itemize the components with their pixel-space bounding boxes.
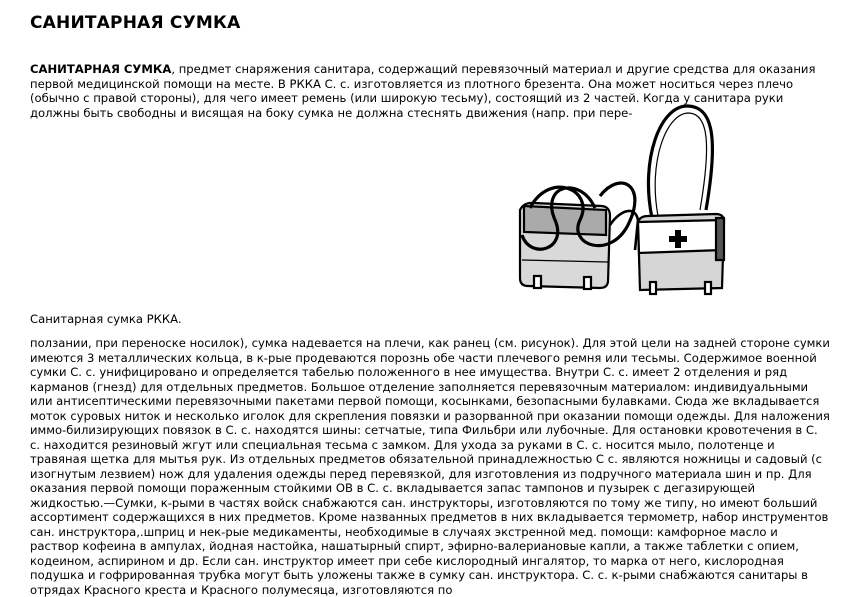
- article-title: САНИТАРНАЯ СУМКА: [30, 13, 241, 33]
- intro-text: , предмет снаряжения санитара, содержащий перевязочный материал и другие средства для оказания первой медицинской помощи на месте. В РККА С. с. изготовляется из плотного брезента. Она может носиться через плечо (обычно с правой стороны), для чего имеет ремень (или широкую тесьму), состоящий из 2 частей. Когда у санитара руки должны быть свободны и висящая на боку сумка не должна стеснять движения (напр. при пере-: [30, 62, 816, 120]
- bag-with-shoulder-strap: [638, 106, 724, 294]
- sanitary-bag-illustration: [510, 100, 780, 305]
- figure-caption: Санитарная сумка РККА.: [30, 312, 182, 326]
- intro-term: САНИТАРНАЯ СУМКА: [30, 62, 172, 76]
- bag-worn-as-backpack: [520, 183, 638, 289]
- body-paragraph: ползании, при переноске носилок), сумка надевается на плечи, как ранец (см. рисунок). Для этой цели на задней стороне сумки имеются 3 металлических кольца, в к-рые продеваются порознь обе части плечевого ремня или тесьмы. Содержимое военной сумки С. с. унифицировано и определяется табелью положенного в нее имущества. Внутри С. с. имеет 2 отделения и ряд карманов (гнезд) для отдельных предметов. Большое отделение заполняется перевязочным материалом: индивидуальными или антисептическими перевязочными пакетами первой помощи, косынками, безопасными булавками. Сюда же вкладывается моток суровых ниток и несколько иголок для скрепления повязки и разорванной при оказании помощи одежды. Для наложения иммо-билизирующих повязок в С. с. находятся шины: сетчатые, типа Фильбри или лубочные. Для остановки кровотечения в С. с. находится резиновый жгут или специальная тесьма с замком. Для ухода за руками в С. с. носится мыло, полотенце и травяная щетка для мытья рук. Из отдельных предметов обязательной принадлежностью С с. являются ножницы и садовый (с изогнутым лезвием) нож для удаления одежды перед перевязкой, для изготовления из подручного материала шин и пр. Для оказания первой помощи пораженным стойкими ОВ в С. с. вкладывается запас тампонов и пузырек с дегазирующей жидкостью.—Сумки, к-рыми в частях войск снабжаются сан. инструкторы, изготовляются по тому же типу, но имеют больший ассортимент содержащихся в них предметов. Кроме названных предметов в них вкладывается термометр, набор инструментов сан. инструктора,.шприц и нек-рые медикаменты, необходимые в случаях экстренной мед. помощи: камфорное масло и раствор кофеина в ампулах, йодная настойка, нашатырный спирт, эфирно-валериановые капли, а также таблетки с опием, кодеином, аспирином и др. Если сан. инструктор имеет при себе кислородный ингалятор, то марка от него, кислородная подушка и гофрированная трубка могут быть уложены также в сумку сан. инструктора. С. с. к-рыми снабжаются санитары в отрядах Красного креста и Красного полумесяца, изготовляются по: [30, 336, 830, 597]
